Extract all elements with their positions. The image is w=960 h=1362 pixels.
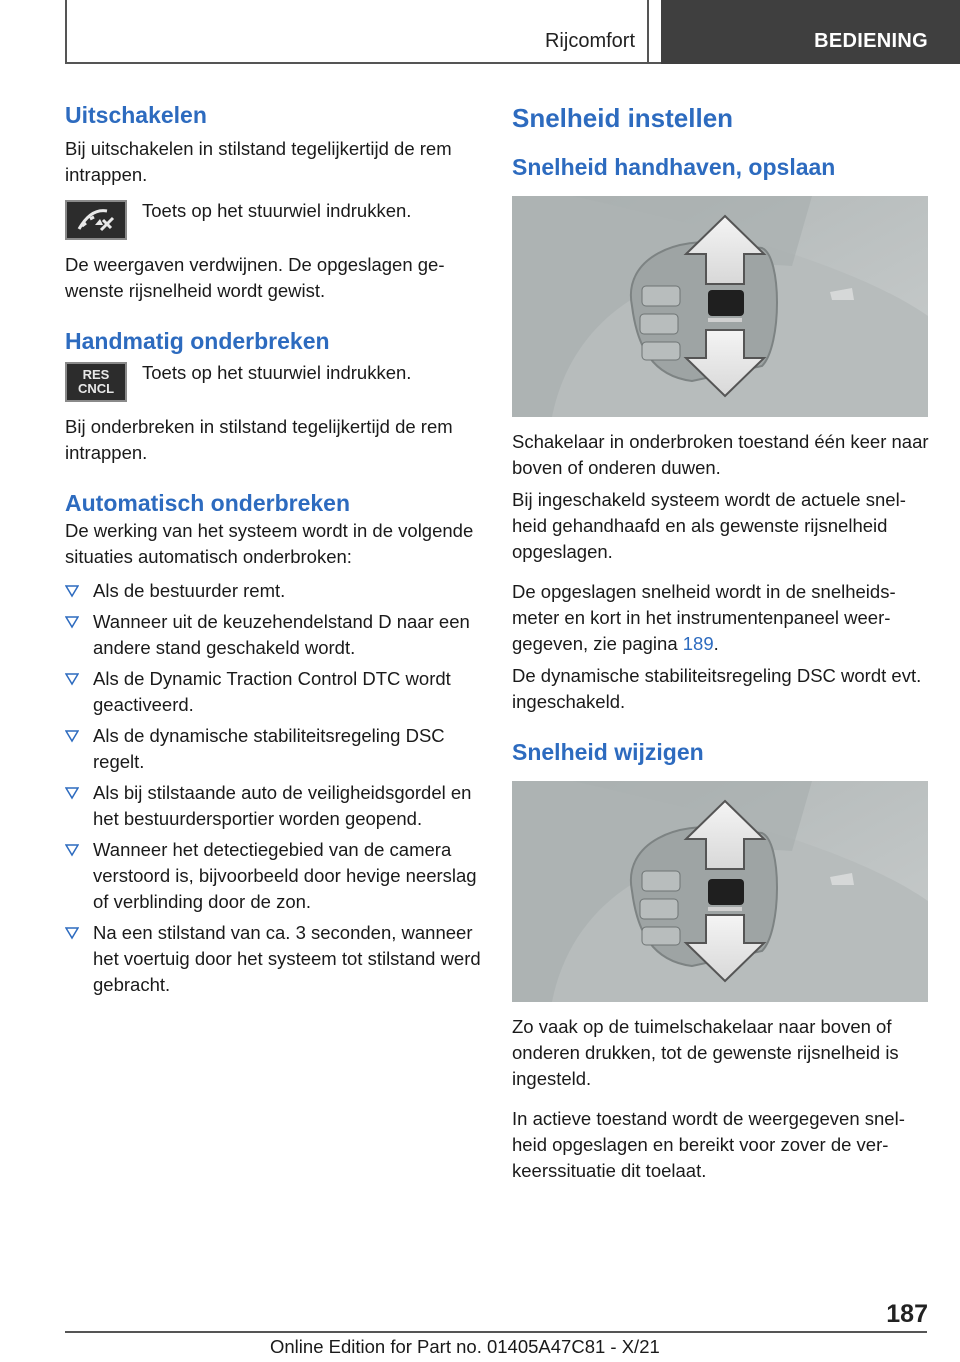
footer-rule — [65, 1331, 927, 1333]
header-chapter-tab[interactable] — [661, 0, 960, 64]
automatisch-intro: De werking van het systeem wordt in de volgende situaties automatisch onderbroken: — [65, 520, 474, 567]
handhaven-p2: Bij ingeschakeld systeem wordt de actuele snelheid gehandhaafd en als gewenste rijsnelheid opgeslagen. — [512, 489, 906, 562]
bullet-triangle-icon — [65, 584, 79, 598]
list-item: Als de Dynamic Traction Control DTC wordt geactiveerd. — [65, 666, 485, 718]
steering-wheel-rocker-image — [512, 781, 928, 1002]
heading-snelheid-wijzigen: Snelheid wijzigen — [512, 739, 704, 765]
list-item: Als bij stilstaande auto de veiligheidsgordel en het bestuurdersportier worden geopend. — [65, 780, 485, 832]
list-item: Wanneer het detectiegebied van de camera verstoord is, bijvoorbeeld door hevige neerslag of verblinding door de zon. — [65, 837, 485, 915]
handmatig-icon-row — [65, 358, 485, 414]
handmatig-icon-text: Toets op het stuurwiel indrukken. — [142, 362, 412, 383]
right-column — [512, 100, 930, 1184]
heading-handmatig: Handmatig onderbreken — [65, 328, 330, 354]
list-item: Als de bestuurder remt. — [65, 578, 485, 604]
uitschakelen-after: De weergaven verdwijnen. De opgeslagen gewenste rijsnelheid wordt gewist. — [65, 254, 445, 301]
res-cncl-icon — [65, 362, 127, 402]
heading-automatisch: Automatisch onderbreken — [65, 490, 350, 516]
uitschakelen-icon-row — [65, 196, 485, 252]
bullet-triangle-icon — [65, 615, 79, 629]
bullet-triangle-icon — [65, 672, 79, 686]
bullet-triangle-icon — [65, 926, 79, 940]
header-chapter-label: BEDIENING — [814, 30, 928, 52]
header-section-title: Rijcomfort — [544, 30, 635, 52]
handhaven-p1: Schakelaar in onderbroken toestand één keer naar boven of onderen duwen. — [512, 431, 929, 478]
header-rule-left — [65, 0, 67, 64]
handmatig-after: Bij onderbreken in stilstand tegelijkertijd de rem intrappen. — [65, 416, 453, 463]
bullet-triangle-icon — [65, 843, 79, 857]
list-item: Wanneer uit de keuzehendelstand D naar een andere stand geschakeld wordt. — [65, 609, 485, 661]
list-item: Na een stilstand van ca. 3 seconden, wanneer het voertuig door het systeem tot stilstand werd gebracht. — [65, 920, 485, 998]
page-link-189[interactable]: 189 — [682, 633, 714, 654]
steering-wheel-switch-image — [512, 196, 928, 417]
page-number: 187 — [886, 1300, 928, 1328]
left-column — [65, 100, 485, 1003]
uitschakelen-icon-text: Toets op het stuurwiel indrukken. — [142, 200, 412, 221]
handhaven-p3: De opgeslagen snelheid wordt in de snelheidsmeter en kort in het instrumentenpaneel weergegeven, zie pagina 189. — [512, 581, 896, 654]
heading-snelheid-handhaven: Snelheid handhaven, opslaan — [512, 154, 836, 180]
uitschakelen-intro: Bij uitschakelen in stilstand tegelijkertijd de rem intrappen. — [65, 138, 452, 185]
bullet-triangle-icon — [65, 729, 79, 743]
automatisch-list — [65, 578, 485, 998]
footer-edition: Online Edition for Part no. 01405A47C81 - X/21 — [270, 1336, 660, 1357]
header-rule-bottom — [65, 62, 661, 64]
wijzigen-p2: In actieve toestand wordt de weergegeven snelheid opgeslagen en bereikt voor zover de verkeerssituatie dit toelaat. — [512, 1108, 905, 1181]
handhaven-p4: De dynamische stabiliteitsregeling DSC wordt evt. ingeschakeld. — [512, 665, 922, 712]
header-rule-right — [647, 0, 649, 64]
res-cncl-icon-bottom: CNCL — [77, 381, 115, 396]
heading-uitschakelen: Uitschakelen — [65, 102, 207, 128]
wijzigen-p1: Zo vaak op de tuimelschakelaar naar boven of onderen drukken, tot de gewenste rijsnelheid is ingesteld. — [512, 1016, 899, 1089]
bullet-triangle-icon — [65, 786, 79, 800]
heading-snelheid-instellen: Snelheid instellen — [512, 103, 734, 133]
cruise-control-icon — [65, 200, 127, 240]
res-cncl-icon-top: RES — [82, 367, 110, 382]
list-item: Als de dynamische stabiliteitsregeling DSC regelt. — [65, 723, 485, 775]
